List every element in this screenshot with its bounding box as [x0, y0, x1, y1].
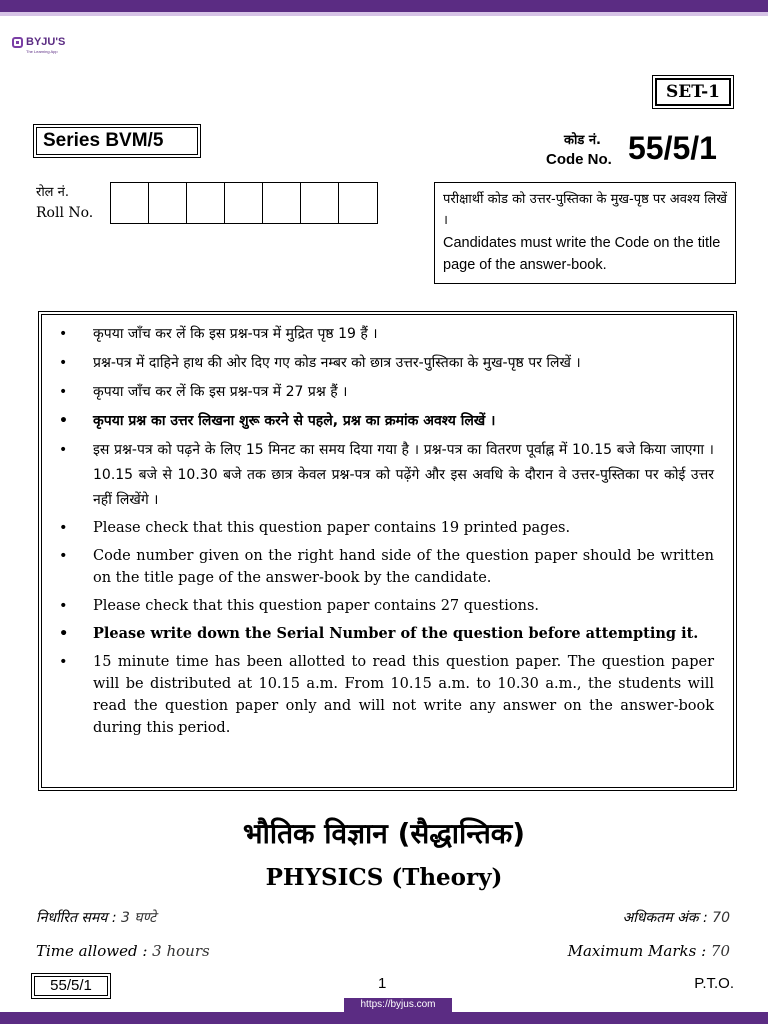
roll-box[interactable] [339, 183, 377, 223]
code-label-english: Code No. [546, 151, 612, 168]
roll-label-english: Roll No. [36, 205, 94, 221]
time-allowed-hindi: निर्धारित समय : 3 घण्टे [36, 910, 157, 926]
code-label-hindi: कोड नं. [564, 133, 601, 148]
roll-label-hindi: रोल नं. [36, 185, 69, 200]
marks-value-hindi: 70 [712, 910, 730, 926]
code-number: 55/5/1 [628, 130, 717, 166]
series-label: Series BVM/5 [36, 127, 198, 155]
instruction-item: • Please write down the Serial Number of the question before attempting it. [53, 623, 714, 645]
code-instruction-hindi: परीक्षार्थी कोड को उत्तर-पुस्तिका के मुख-पृष्ठ पर अवश्य लिखें । [443, 192, 727, 228]
max-marks-english: Maximum Marks : 70 [567, 942, 730, 960]
top-brand-band [0, 0, 768, 12]
instruction-item: • Code number given on the right hand side of the question paper should be written on the title page of the answer-book by the candidate. [53, 545, 714, 589]
roll-box[interactable] [111, 183, 149, 223]
marks-label-hindi: अधिकतम अंक [622, 910, 699, 926]
roll-box[interactable] [301, 183, 339, 223]
time-value-english: 3 hours [152, 942, 210, 960]
byjus-logo-icon [12, 37, 23, 48]
marks-value-english: 70 [710, 942, 730, 960]
brand-logo[interactable] [12, 34, 66, 54]
top-brand-band-light [0, 12, 768, 16]
instruction-item: • इस प्रश्न-पत्र को पढ़ने के लिए 15 मिनट का समय दिया गया है । प्रश्न-पत्र का वितरण पूर्वाह्न में 10.15 बजे किया जाएगा । 10.15 बजे से 10.30 बजे तक छात्र केवल प्रश्न-पत्र को पढ़ेंगे और इस अवधि के दौरान वे उत्तर-पुस्तिका पर कोई उत्तर नहीं लिखेंगे । [53, 438, 714, 513]
instruction-item: • 15 minute time has been allotted to read this question paper. The question paper will be distributed at 10.15 a.m. From 10.15 a.m. to 10.30 a.m., the students will read the question paper only and will not write any answer on the answer-book during this period. [53, 651, 714, 739]
instruction-item: • कृपया जाँच कर लें कि इस प्रश्न-पत्र में मुद्रित पृष्ठ 19 हैं । [53, 322, 714, 347]
time-value-hindi: 3 घण्टे [121, 910, 157, 926]
subject-title-english: PHYSICS (Theory) [265, 864, 503, 891]
time-allowed-english: Time allowed : 3 hours [36, 942, 210, 960]
marks-label-english: Maximum Marks [567, 942, 697, 960]
pto-label: P.T.O. [694, 975, 734, 992]
time-label-hindi: निर्धारित समय [36, 910, 108, 926]
instruction-item: • कृपया प्रश्न का उत्तर लिखना शुरू करने से पहले, प्रश्न का क्रमांक अवश्य लिखें । [53, 409, 714, 434]
bottom-brand-band [0, 1012, 768, 1024]
code-instruction-english: Candidates must write the Code on the title page of the answer-book. [443, 235, 721, 273]
brand-tagline: The Learning App [26, 49, 58, 54]
subject-title-hindi: भौतिक विज्ञान (सैद्धान्तिक) [242, 817, 526, 850]
roll-box[interactable] [149, 183, 187, 223]
page-number: 1 [378, 975, 387, 992]
website-link[interactable]: https://byjus.com [344, 998, 452, 1012]
instruction-item: • Please check that this question paper contains 27 questions. [53, 595, 714, 617]
instructions-box [38, 311, 737, 791]
roll-box[interactable] [225, 183, 263, 223]
time-label-english: Time allowed [36, 942, 138, 960]
roll-number-boxes[interactable] [110, 182, 378, 224]
max-marks-hindi: अधिकतम अंक : 70 [622, 910, 730, 926]
roll-box[interactable] [263, 183, 301, 223]
roll-box[interactable] [187, 183, 225, 223]
set-label: SET-1 [655, 78, 731, 106]
instruction-item: • Please check that this question paper contains 19 printed pages. [53, 517, 714, 539]
brand-name: BYJU'S [26, 36, 66, 48]
instruction-item: • कृपया जाँच कर लें कि इस प्रश्न-पत्र में 27 प्रश्न हैं । [53, 380, 714, 405]
footer-code: 55/5/1 [34, 976, 108, 996]
instruction-item: • प्रश्न-पत्र में दाहिने हाथ की ओर दिए गए कोड नम्बर को छात्र उत्तर-पुस्तिका के मुख-पृष्ठ पर लिखें । [53, 351, 714, 376]
code-instruction-box [434, 182, 736, 284]
